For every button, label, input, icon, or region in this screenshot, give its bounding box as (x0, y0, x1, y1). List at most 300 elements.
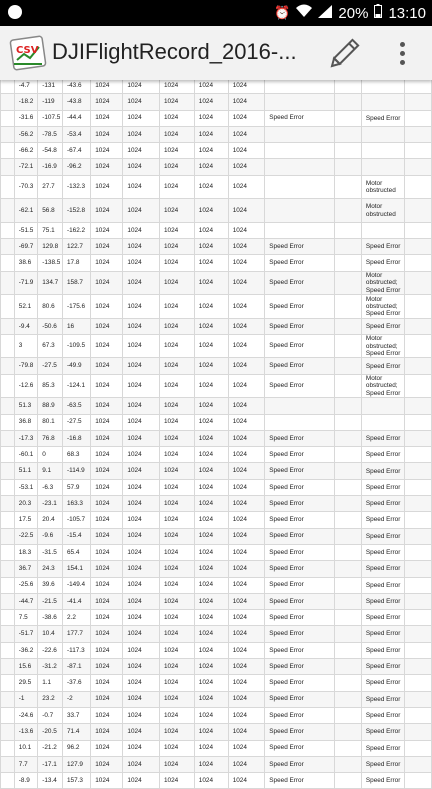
table-cell: 1024 (159, 626, 194, 642)
table-cell: -27.5 (38, 358, 63, 374)
table-cell: 1024 (159, 707, 194, 723)
table-cell: 1024 (123, 691, 160, 707)
table-cell: -60.1 (14, 447, 37, 463)
table-cell (265, 175, 335, 199)
table-cell: Speed Error (265, 430, 335, 446)
table-cell: 1024 (228, 740, 265, 756)
table-cell: -53.4 (62, 126, 90, 142)
table-cell (335, 577, 362, 593)
table-cell: Speed Error (361, 626, 404, 642)
table-cell: -71.9 (14, 271, 37, 295)
table-cell: -8.9 (14, 773, 37, 789)
table-cell: 1024 (159, 756, 194, 772)
status-bar (0, 0, 432, 26)
battery-icon (374, 4, 382, 22)
table-cell: Motor obstructed (361, 199, 404, 223)
table-cell: 1024 (123, 528, 160, 544)
table-cell: 1024 (123, 175, 160, 199)
table-cell: 1024 (194, 528, 228, 544)
table-cell (335, 334, 362, 358)
table-cell: 1024 (159, 479, 194, 495)
table-cell: 1024 (194, 159, 228, 175)
table-row (1, 295, 432, 319)
table-row (1, 691, 432, 707)
table-cell: 1024 (194, 496, 228, 512)
table-cell: 1024 (228, 271, 265, 295)
app-bar (0, 26, 432, 80)
row-end-cell (404, 512, 431, 528)
table-cell: -54.8 (38, 143, 63, 159)
table-cell: 1024 (123, 512, 160, 528)
table-cell: 1024 (228, 642, 265, 658)
table-cell: -20.5 (38, 724, 63, 740)
table-row (1, 528, 432, 544)
table-cell: Speed Error (361, 577, 404, 593)
table-cell: -13.6 (14, 724, 37, 740)
table-cell: -17.1 (38, 756, 63, 772)
table-cell: 1024 (159, 175, 194, 199)
table-cell: 10.4 (38, 626, 63, 642)
row-gutter-cell (1, 126, 15, 142)
table-cell: 1024 (194, 447, 228, 463)
row-end-cell (404, 175, 431, 199)
table-cell: 1024 (194, 707, 228, 723)
table-cell: 17.8 (62, 255, 90, 271)
row-gutter-cell (1, 479, 15, 495)
table-row (1, 199, 432, 223)
table-cell: 1024 (228, 159, 265, 175)
table-cell: 1024 (159, 143, 194, 159)
row-end-cell (404, 295, 431, 319)
table-row (1, 675, 432, 691)
table-cell: Speed Error (361, 544, 404, 560)
table-row (1, 255, 432, 271)
row-end-cell (404, 479, 431, 495)
row-gutter-cell (1, 358, 15, 374)
table-cell: -162.2 (62, 222, 90, 238)
table-cell: Speed Error (265, 528, 335, 544)
table-cell: 1024 (228, 561, 265, 577)
table-cell: 1024 (123, 626, 160, 642)
table-cell: 67.3 (38, 334, 63, 358)
table-cell: Motor obstructed (361, 175, 404, 199)
row-end-cell (404, 414, 431, 430)
table-cell: 36.7 (14, 561, 37, 577)
table-row (1, 561, 432, 577)
table-cell (335, 496, 362, 512)
table-cell (335, 295, 362, 319)
table-row (1, 239, 432, 255)
row-end-cell (404, 561, 431, 577)
table-cell: 1024 (123, 222, 160, 238)
row-gutter-cell (1, 222, 15, 238)
row-gutter-cell (1, 528, 15, 544)
table-cell: 1024 (123, 430, 160, 446)
table-cell: 1024 (228, 544, 265, 560)
csv-logo-icon[interactable] (8, 34, 48, 72)
table-cell: 1024 (159, 610, 194, 626)
table-cell: 1024 (194, 756, 228, 772)
table-cell: -149.4 (62, 577, 90, 593)
csv-table-viewport[interactable] (0, 80, 432, 785)
table-cell: -124.1 (62, 374, 90, 398)
table-cell: Speed Error (265, 691, 335, 707)
table-cell: -31.6 (14, 110, 37, 126)
table-cell: 1024 (194, 561, 228, 577)
table-cell: 1024 (159, 374, 194, 398)
table-row (1, 430, 432, 446)
table-cell: 68.3 (62, 447, 90, 463)
table-row (1, 740, 432, 756)
table-cell (335, 544, 362, 560)
table-cell: 7.7 (14, 756, 37, 772)
table-cell: -12.6 (14, 374, 37, 398)
table-cell: 1024 (91, 707, 123, 723)
table-cell: -18.2 (14, 94, 37, 110)
table-cell: -119 (38, 94, 63, 110)
table-cell: -96.2 (62, 159, 90, 175)
table-cell: 1024 (228, 110, 265, 126)
table-cell: Speed Error (361, 724, 404, 740)
table-cell: 1024 (194, 358, 228, 374)
table-cell: 1024 (228, 773, 265, 789)
table-cell: Speed Error (361, 447, 404, 463)
table-cell: Speed Error (361, 496, 404, 512)
table-cell: 1024 (91, 222, 123, 238)
table-cell: 1024 (159, 740, 194, 756)
table-cell: 1024 (228, 675, 265, 691)
table-cell (361, 126, 404, 142)
table-cell: 1024 (194, 222, 228, 238)
table-cell: 1024 (159, 358, 194, 374)
table-cell: 65.4 (62, 544, 90, 560)
table-cell: 1024 (91, 561, 123, 577)
table-cell: 1024 (123, 610, 160, 626)
table-cell: Speed Error (361, 642, 404, 658)
table-cell (265, 414, 335, 430)
table-cell (335, 94, 362, 110)
table-cell: -21.2 (38, 740, 63, 756)
table-cell: -117.3 (62, 642, 90, 658)
table-cell (335, 610, 362, 626)
table-cell: 1024 (194, 642, 228, 658)
table-cell: 96.2 (62, 740, 90, 756)
table-row (1, 463, 432, 479)
table-cell: 1024 (91, 271, 123, 295)
table-cell: 1024 (159, 414, 194, 430)
table-cell: Speed Error (361, 430, 404, 446)
table-cell: 36.8 (14, 414, 37, 430)
table-cell: 1024 (91, 126, 123, 142)
table-cell: 20.3 (14, 496, 37, 512)
table-cell: 15.6 (14, 659, 37, 675)
table-cell: -25.6 (14, 577, 37, 593)
table-cell: -51.7 (14, 626, 37, 642)
row-gutter-cell (1, 659, 15, 675)
table-cell: 1024 (123, 94, 160, 110)
table-cell: 1024 (91, 756, 123, 772)
alarm-icon: ⏰ (274, 5, 291, 20)
table-cell (361, 398, 404, 414)
table-cell: 1024 (194, 239, 228, 255)
table-cell: 52.1 (14, 295, 37, 319)
app-title: DJIFlightRecord_2016-... (52, 39, 297, 64)
table-cell: 9.1 (38, 463, 63, 479)
table-cell: -9.4 (14, 318, 37, 334)
table-cell: 20.4 (38, 512, 63, 528)
row-end-cell (404, 199, 431, 223)
table-row (1, 756, 432, 772)
table-cell: 1024 (228, 691, 265, 707)
table-cell: -16.9 (38, 159, 63, 175)
row-gutter-cell (1, 626, 15, 642)
table-cell: Speed Error (265, 626, 335, 642)
table-cell: Speed Error (265, 577, 335, 593)
table-cell: 1024 (194, 773, 228, 789)
table-cell: 71.4 (62, 724, 90, 740)
table-cell: 27.7 (38, 175, 63, 199)
table-cell: 1024 (194, 512, 228, 528)
table-cell: 177.7 (62, 626, 90, 642)
table-cell (335, 159, 362, 175)
table-cell: 1024 (228, 479, 265, 495)
table-cell: Speed Error (265, 496, 335, 512)
table-cell: -63.5 (62, 398, 90, 414)
table-cell: 1024 (123, 544, 160, 560)
table-cell: 1024 (228, 239, 265, 255)
table-cell: 1024 (228, 255, 265, 271)
row-end-cell (404, 756, 431, 772)
table-cell (335, 271, 362, 295)
row-end-cell (404, 222, 431, 238)
row-end-cell (404, 255, 431, 271)
table-cell: Speed Error (265, 318, 335, 334)
table-cell: Speed Error (265, 512, 335, 528)
table-row (1, 334, 432, 358)
table-cell: 1024 (123, 199, 160, 223)
table-row (1, 159, 432, 175)
table-cell: Speed Error (265, 463, 335, 479)
table-cell: -72.1 (14, 159, 37, 175)
table-cell: 1024 (123, 334, 160, 358)
table-cell: Speed Error (361, 255, 404, 271)
table-cell: -21.5 (38, 593, 63, 609)
table-cell: 39.6 (38, 577, 63, 593)
table-cell: 1024 (228, 756, 265, 772)
table-cell: -17.3 (14, 430, 37, 446)
table-cell: 1024 (194, 295, 228, 319)
table-cell: 1024 (123, 496, 160, 512)
table-cell: 1024 (228, 414, 265, 430)
table-cell: -175.6 (62, 295, 90, 319)
table-cell: -24.6 (14, 707, 37, 723)
table-cell (335, 675, 362, 691)
table-cell: 1024 (159, 159, 194, 175)
table-cell: -105.7 (62, 512, 90, 528)
table-row (1, 398, 432, 414)
table-cell: 88.9 (38, 398, 63, 414)
table-cell (335, 593, 362, 609)
table-row (1, 610, 432, 626)
table-cell: 1024 (123, 78, 160, 94)
table-row (1, 318, 432, 334)
table-cell: 1024 (194, 430, 228, 446)
table-cell (265, 143, 335, 159)
table-cell: Motor obstructed; Speed Error (361, 271, 404, 295)
status-icons (274, 4, 426, 22)
table-cell: 1024 (194, 626, 228, 642)
table-cell: Speed Error (265, 271, 335, 295)
table-cell: 1024 (123, 143, 160, 159)
table-cell (335, 528, 362, 544)
table-cell: Speed Error (361, 740, 404, 756)
table-cell: Speed Error (361, 512, 404, 528)
table-row (1, 175, 432, 199)
table-cell: -87.1 (62, 659, 90, 675)
table-cell: 1024 (91, 239, 123, 255)
table-cell: 158.7 (62, 271, 90, 295)
table-cell: 1024 (194, 78, 228, 94)
table-cell: 1024 (123, 318, 160, 334)
table-row (1, 577, 432, 593)
table-cell: -16.8 (62, 430, 90, 446)
table-cell: 1024 (228, 318, 265, 334)
row-gutter-cell (1, 110, 15, 126)
row-gutter-cell (1, 159, 15, 175)
row-gutter-cell (1, 295, 15, 319)
table-cell (265, 159, 335, 175)
row-gutter-cell (1, 675, 15, 691)
table-cell: 17.5 (14, 512, 37, 528)
table-cell: -62.1 (14, 199, 37, 223)
table-cell (335, 126, 362, 142)
table-cell: Speed Error (361, 610, 404, 626)
row-gutter-cell (1, 447, 15, 463)
table-cell: 1024 (123, 561, 160, 577)
row-end-cell (404, 593, 431, 609)
table-cell (265, 94, 335, 110)
table-row (1, 707, 432, 723)
table-cell: 1024 (228, 528, 265, 544)
table-cell (335, 374, 362, 398)
table-cell: 1024 (159, 528, 194, 544)
table-row (1, 479, 432, 495)
table-cell (335, 318, 362, 334)
table-cell: 129.8 (38, 239, 63, 255)
table-cell: 1024 (194, 110, 228, 126)
row-end-cell (404, 463, 431, 479)
table-cell: -36.2 (14, 642, 37, 658)
table-cell: 1024 (194, 740, 228, 756)
table-cell: -109.5 (62, 334, 90, 358)
messenger-icon (8, 5, 22, 19)
row-gutter-cell (1, 593, 15, 609)
table-cell: 157.3 (62, 773, 90, 789)
table-cell: Speed Error (265, 295, 335, 319)
table-row (1, 496, 432, 512)
table-cell: Speed Error (361, 463, 404, 479)
row-end-cell (404, 642, 431, 658)
table-cell: 1024 (123, 707, 160, 723)
table-cell (335, 239, 362, 255)
row-end-cell (404, 271, 431, 295)
table-cell: 1024 (194, 610, 228, 626)
table-cell: 1.1 (38, 675, 63, 691)
table-row (1, 724, 432, 740)
table-cell: 1024 (123, 110, 160, 126)
table-cell: 1024 (194, 374, 228, 398)
table-cell: Speed Error (361, 691, 404, 707)
table-cell: -31.2 (38, 659, 63, 675)
table-cell: 1024 (123, 398, 160, 414)
table-cell: 1024 (123, 463, 160, 479)
table-cell: -43.8 (62, 94, 90, 110)
table-cell: 1024 (194, 255, 228, 271)
table-cell (335, 724, 362, 740)
table-cell: 1024 (194, 675, 228, 691)
table-cell: 75.1 (38, 222, 63, 238)
table-cell (335, 626, 362, 642)
table-cell: 1024 (159, 239, 194, 255)
table-cell: 1024 (228, 295, 265, 319)
table-cell: -2 (62, 691, 90, 707)
table-cell: 154.1 (62, 561, 90, 577)
table-cell: 1024 (91, 610, 123, 626)
table-cell: -50.6 (38, 318, 63, 334)
svg-text:CSV: CSV (16, 45, 39, 56)
table-cell: Speed Error (265, 593, 335, 609)
table-cell: 1024 (194, 544, 228, 560)
table-cell: 1024 (91, 447, 123, 463)
pencil-edit-icon[interactable] (326, 36, 362, 72)
table-cell: 1024 (159, 577, 194, 593)
table-cell: 1024 (159, 295, 194, 319)
table-cell (265, 126, 335, 142)
table-cell: 1024 (123, 295, 160, 319)
table-cell (361, 143, 404, 159)
table-cell: Speed Error (361, 659, 404, 675)
table-row (1, 447, 432, 463)
row-gutter-cell (1, 199, 15, 223)
table-cell: Speed Error (361, 675, 404, 691)
table-cell (361, 94, 404, 110)
table-cell: Speed Error (361, 528, 404, 544)
table-cell: 1024 (194, 659, 228, 675)
more-vert-icon[interactable] (392, 38, 412, 70)
table-cell: 1024 (228, 724, 265, 740)
table-cell (335, 222, 362, 238)
table-cell: -37.6 (62, 675, 90, 691)
row-end-cell (404, 358, 431, 374)
table-cell: 80.6 (38, 295, 63, 319)
row-end-cell (404, 707, 431, 723)
table-cell: -67.4 (62, 143, 90, 159)
table-row (1, 374, 432, 398)
table-cell: 1024 (194, 271, 228, 295)
table-cell: 80.1 (38, 414, 63, 430)
table-cell: 1024 (91, 110, 123, 126)
row-end-cell (404, 496, 431, 512)
row-end-cell (404, 610, 431, 626)
row-end-cell (404, 110, 431, 126)
table-cell (335, 414, 362, 430)
table-row (1, 126, 432, 142)
row-gutter-cell (1, 773, 15, 789)
table-cell: 1024 (91, 414, 123, 430)
table-cell: 1024 (91, 626, 123, 642)
table-cell: -107.5 (38, 110, 63, 126)
table-cell: Speed Error (361, 479, 404, 495)
